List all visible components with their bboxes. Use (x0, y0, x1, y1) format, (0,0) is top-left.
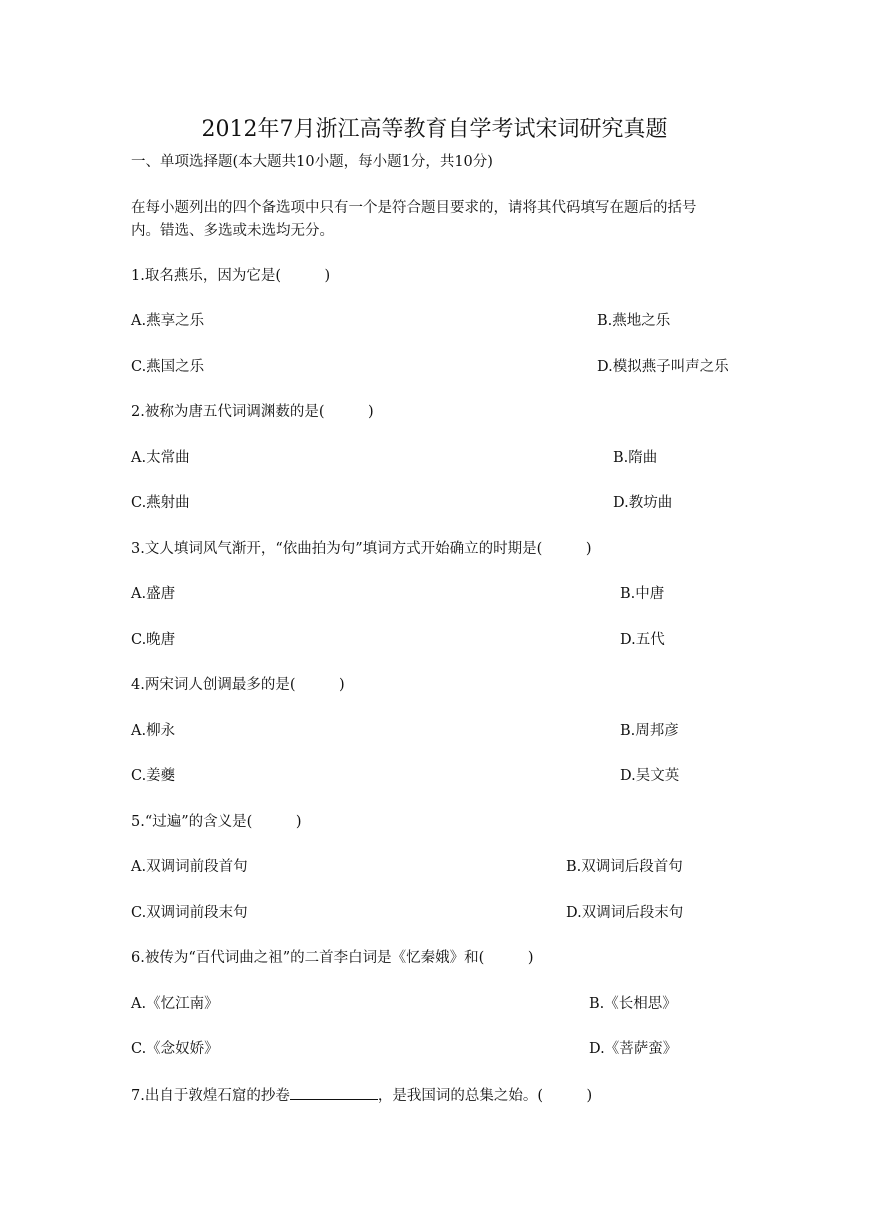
question-6-option-d: D.《菩萨蛮》 (589, 1041, 678, 1057)
question-1-option-b: B.燕地之乐 (597, 313, 671, 329)
question-5-option-d: D.双调词后段末句 (566, 905, 684, 921)
question-4-option-b: B.周邦彦 (620, 723, 679, 739)
question-3-text: 3.文人填词风气渐开，“依曲拍为句”填词方式开始确立的时期是( ) (131, 541, 592, 557)
instruction-line-2: 内。错选、多选或未选均无分。 (131, 223, 334, 239)
fill-in-blank (290, 1085, 378, 1100)
question-4-option-d: D.吴文英 (620, 768, 680, 784)
question-7-text-before: 7.出自于敦煌石窟的抄卷 (131, 1088, 290, 1104)
question-1-text: 1.取名燕乐，因为它是( ) (131, 268, 331, 284)
question-2-option-b: B.隋曲 (613, 450, 658, 466)
question-5-option-c: C.双调词前段末句 (131, 905, 248, 921)
question-1-option-d: D.模拟燕子叫声之乐 (597, 359, 729, 375)
question-2-option-d: D.教坊曲 (613, 495, 673, 511)
question-4-option-c: C.姜夔 (131, 768, 176, 784)
question-4-text: 4.两宋词人创调最多的是( ) (131, 677, 345, 693)
question-5-option-b: B.双调词后段首句 (566, 859, 683, 875)
page-title: 2012年7月浙江高等教育自学考试宋词研究真题 (201, 117, 668, 142)
section-heading: 一、单项选择题(本大题共10小题，每小题1分，共10分) (131, 154, 493, 170)
question-2-text: 2.被称为唐五代词调渊薮的是( ) (131, 404, 374, 420)
question-6-option-c: C.《念奴娇》 (131, 1041, 219, 1057)
question-7-text (131, 1085, 592, 1106)
question-6-text: 6.被传为“百代词曲之祖”的二首李白词是《忆秦娥》和( ) (131, 950, 534, 966)
question-6-option-a: A.《忆江南》 (131, 996, 219, 1012)
question-3-option-d: D.五代 (620, 632, 665, 648)
instruction-line-1: 在每小题列出的四个备选项中只有一个是符合题目要求的，请将其代码填写在题后的括号 (131, 200, 697, 216)
question-3-option-c: C.晚唐 (131, 632, 176, 648)
question-2-option-a: A.太常曲 (131, 450, 190, 466)
question-2-option-c: C.燕射曲 (131, 495, 190, 511)
question-1-option-a: A.燕享之乐 (131, 313, 205, 329)
question-3-option-b: B.中唐 (620, 586, 665, 602)
question-3-option-a: A.盛唐 (131, 586, 176, 602)
question-1-option-c: C.燕国之乐 (131, 359, 205, 375)
question-6-option-b: B.《长相思》 (589, 996, 677, 1012)
question-4-option-a: A.柳永 (131, 723, 176, 739)
question-5-text: 5.“过遍”的含义是( ) (131, 814, 302, 830)
question-7-text-after: ，是我国词的总集之始。( ) (377, 1088, 593, 1104)
question-5-option-a: A.双调词前段首句 (131, 859, 248, 875)
